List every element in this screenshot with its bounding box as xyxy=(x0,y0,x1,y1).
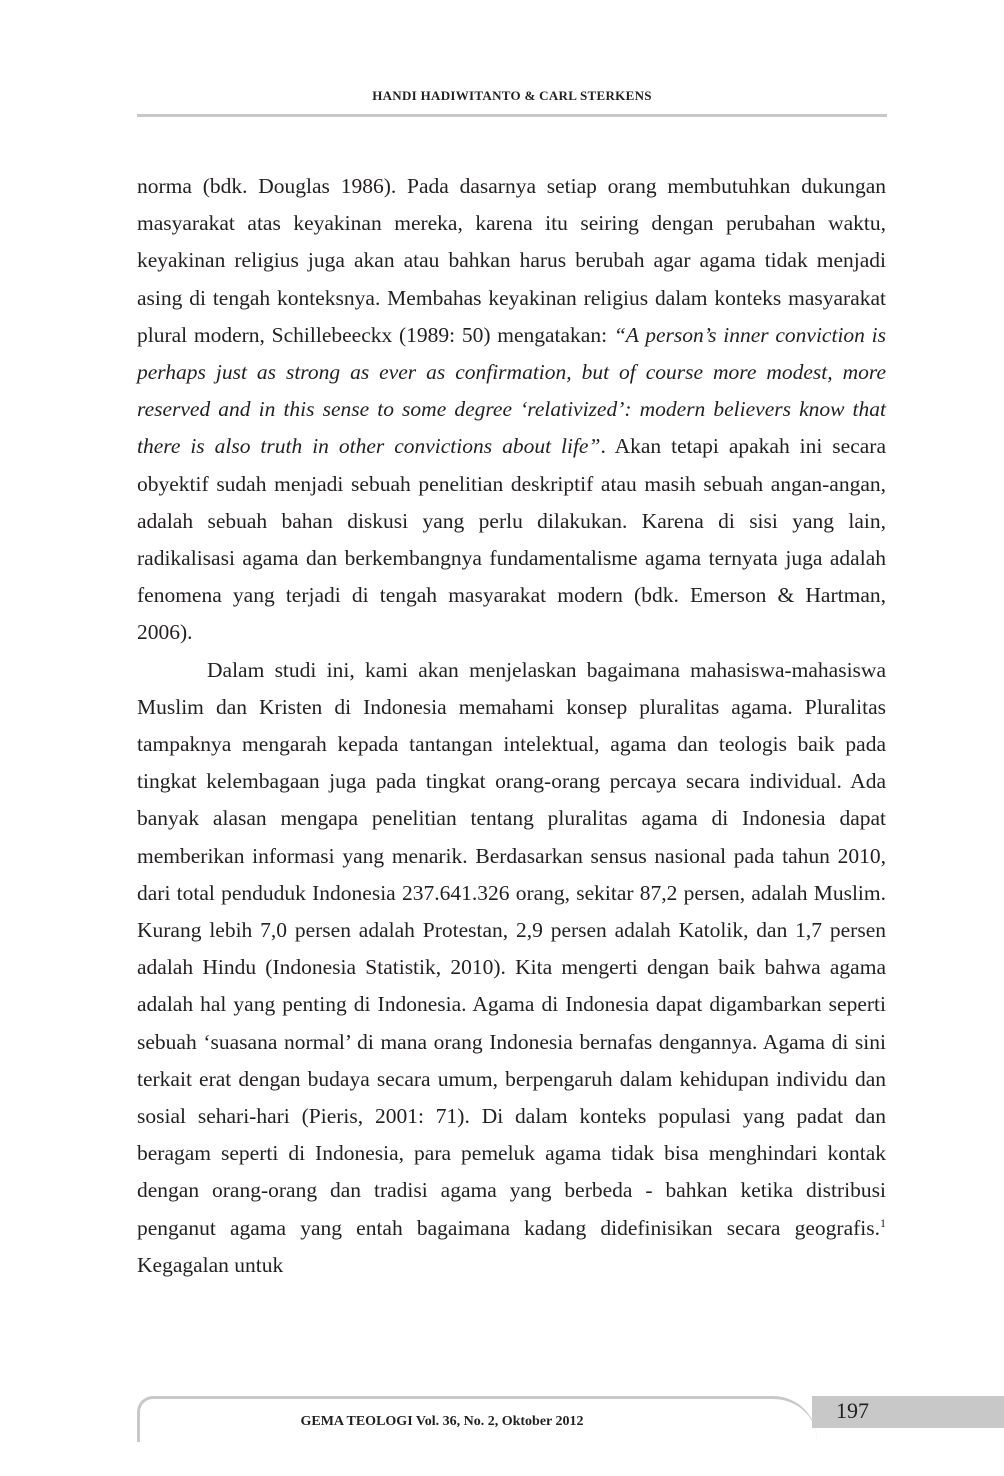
footnote-ref[interactable]: 1 xyxy=(880,1215,886,1230)
header-rule xyxy=(137,114,887,117)
journal-citation: GEMA TEOLOGI Vol. 36, No. 2, Oktober 2012 xyxy=(300,1414,584,1429)
body-text xyxy=(137,168,886,1284)
paragraph-2-tail: Kegagalan untuk xyxy=(137,1252,284,1277)
page-number: 197 xyxy=(836,1398,869,1423)
schillebeeckx-quote: “A person’s inner conviction is perhaps just as strong as ever as confirmation, but of course more modest, more reserved and in this sense to some degree ‘relativized’: modern believers know that there is also truth in other convictions about life” xyxy=(137,322,886,459)
running-head-authors: HANDI HADIWITANTO & CARL STERKENS xyxy=(372,88,652,103)
paragraph-2-text: Dalam studi ini, kami akan menjelaskan bagaimana mahasiswa-mahasiswa Muslim dan Kristen di Indonesia memahami konsep pluralitas agama. Pluralitas tampaknya mengarah kepada tantangan intelektual, agama dan teologis baik pada tingkat kelembagaan juga pada tingkat orang-orang percaya secara individual. Ada banyak alasan mengapa penelitian tentang pluralitas agama di Indonesia dapat memberikan informasi yang menarik. Berdasarkan sensus nasional pada tahun 2010, dari total penduduk Indonesia 237.641.326 orang, sekitar 87,2 persen, adalah Muslim. Kurang lebih 7,0 persen adalah Protestan, 2,9 persen adalah Katolik, dan 1,7 persen adalah Hindu (Indonesia Statistik, 2010). Kita mengerti dengan baik bahwa agama adalah hal yang penting di Indonesia. Agama di Indonesia dapat digambarkan seperti sebuah ‘suasana normal’ di mana orang Indonesia bernafas dengannya. Agama di sini terkait erat dengan budaya secara umum, berpengaruh dalam kehidupan individu dan sosial sehari-hari (Pieris, 2001: 71). Di dalam konteks populasi yang padat dan beragam seperti di Indonesia, para pemeluk agama tidak bisa menghindari kontak dengan orang-orang dan tradisi agama yang berbeda - bahkan ketika distribusi penganut agama yang entah bagaimana kadang didefinisikan secara geografis. xyxy=(137,657,886,1240)
paragraph-1-lead: norma (bdk. Douglas 1986). Pada dasarnya setiap orang membutuhkan dukungan masyarakat atas keyakinan mereka, karena itu seiring dengan perubahan waktu, keyakinan religius juga akan atau bahkan harus berubah agar agama tidak menjadi asing di tengah konteksnya. Membahas keyakinan religius dalam konteks masyarakat plural modern, Schillebeeckx (1989: 50) mengatakan: xyxy=(137,174,886,347)
paragraph-1-rest: . Akan tetapi apakah ini secara obyektif sudah menjadi sebuah penelitian deskriptif atau masih sebuah angan-angan, adalah sebuah bahan diskusi yang perlu dilakukan. Karena di sisi yang lain, radikalisasi agama dan berkembangnya fundamentalisme agama ternyata juga adalah fenomena yang terjadi di tengah masyarakat modern (bdk. Emerson & Hartman, 2006). xyxy=(137,434,886,645)
paragraph-2 xyxy=(137,652,886,1284)
paragraph-1 xyxy=(137,168,886,652)
